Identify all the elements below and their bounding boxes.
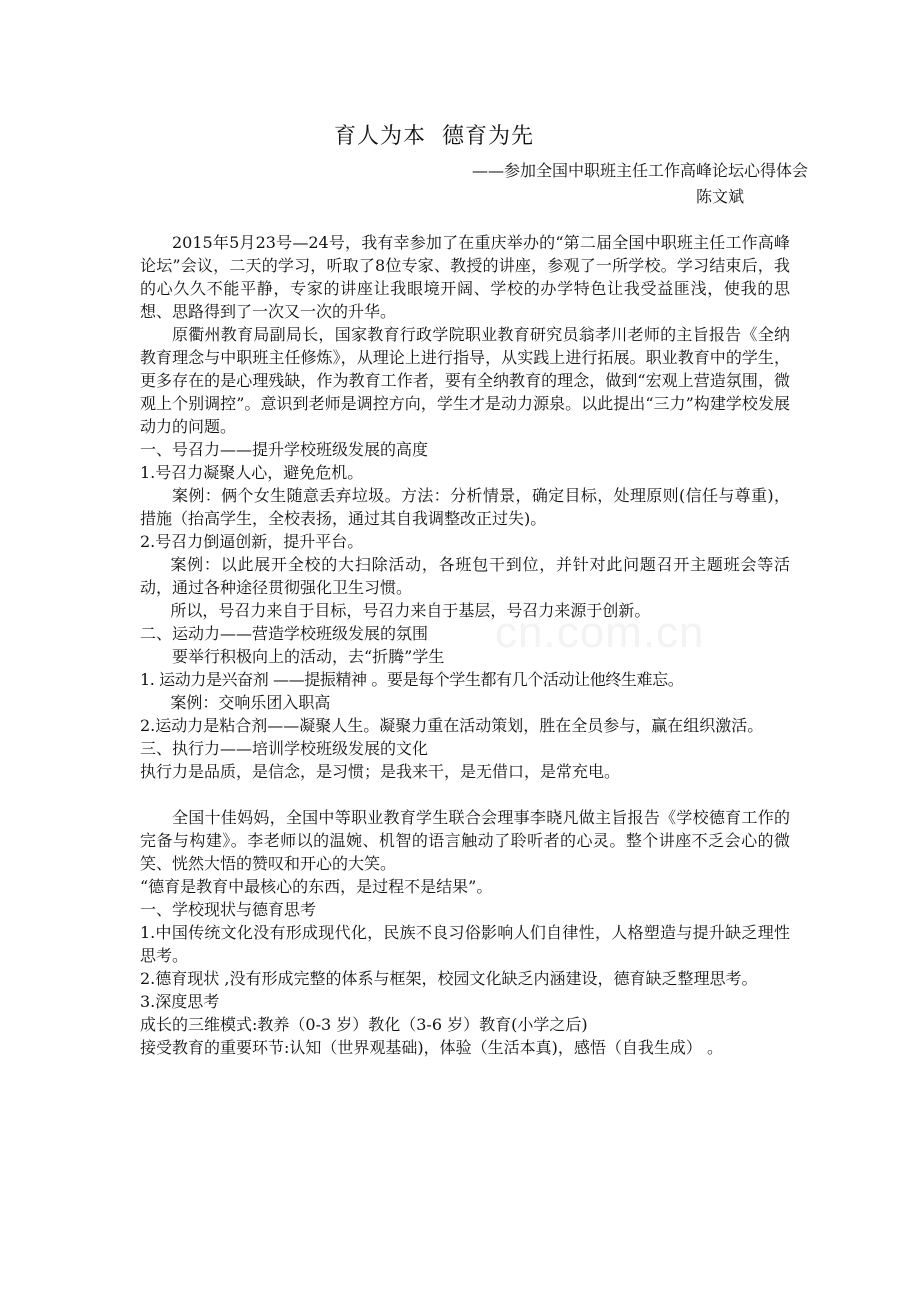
document-author: 陈文斌 — [695, 187, 744, 206]
paragraph-summary: 所以，号召力来自于目标，号召力来自于基层，号召力来源于创新。 — [170, 601, 651, 620]
list-item: 2.运动力是粘合剂——凝聚人生。凝聚力重在活动策划，胜在全员参与，赢在组织激活。 — [140, 716, 764, 735]
list-item: 1. 运动力是兴奋剂 ——提振精神 。要是每个学生都有几个活动让他终生难忘。 — [140, 670, 684, 689]
paragraph-case: 案例：交响乐团入职高 — [170, 693, 331, 712]
heading-subsection-1: 一、学校现状与德育思考 — [140, 900, 317, 919]
paragraph-text: 执行力是品质，是信念，是习惯；是我来干，是无借口，是常充电。 — [140, 762, 621, 781]
document-title: 育人为本 德育为先 — [334, 124, 534, 149]
paragraph-text: 成长的三维模式:教养（0-3 岁）教化（3-6 岁）教育(小学之后) — [140, 1015, 588, 1034]
blank-line — [140, 783, 790, 806]
heading-section-3: 三、执行力——培训学校班级发展的文化 — [140, 739, 429, 758]
document-body — [140, 231, 790, 1059]
list-item: 1.号召力凝聚人心，避免危机。 — [140, 463, 364, 482]
heading-section-2: 二、运动力——营造学校班级发展的氛围 — [140, 624, 429, 643]
list-item: 2.号召力倒逼创新，提升平台。 — [140, 532, 364, 551]
paragraph-text: 要举行积极向上的活动，去“折腾”学生 — [172, 647, 445, 666]
paragraph-case: 案例：俩个女生随意丢弃垃圾。方法：分析情景，确定目标，处理原则(信任与尊重)，措施（抬高学生，全校表扬，通过其自我调整改正过失)。 — [140, 486, 790, 528]
list-item: 3.深度思考 — [140, 992, 220, 1011]
paragraph-speaker-1: 原衢州教育局副局长，国家教育行政学院职业教育研究员翁孝川老师的主旨报告《全纳教育理念与中职班主任修炼》，从理论上进行指导，从实践上进行拓展。职业教育中的学生，更多存在的是心理残缺，作为教育工作者，要有全纳教育的理念，做到“宏观上营造氛围，微观上个别调控”。意识到老师是调控方向，学生才是动力源泉。以此提出“三力”构建学校发展动力的问题。 — [140, 325, 790, 436]
paragraph-text: 接受教育的重要环节:认知（世界观基础)，体验（生活本真)，感悟（自我生成） 。 — [140, 1038, 723, 1057]
paragraph-intro: 2015年5月23号—24号，我有幸参加了在重庆举办的“第二届全国中职班主任工作高峰论坛”会议，二天的学习，听取了8位专家、教授的讲座，参观了一所学校。学习结束后，我的心久久不能平静，专家的讲座让我眼境开阔、学校的办学特色让我受益匪浅，使我的思想、思路得到了一次又一次的升华。 — [140, 233, 790, 321]
heading-section-1: 一、号召力——提升学校班级发展的高度 — [140, 440, 429, 459]
paragraph-case: 案例：以此展开全校的大扫除活动，各班包干到位，并针对此问题召开主题班会等活动，通过各种途径贯彻强化卫生习惯。 — [140, 555, 790, 597]
paragraph-speaker-2: 全国十佳妈妈，全国中等职业教育学生联合会理事李晓凡做主旨报告《学校德育工作的完备与构建》。李老师以的温婉、机智的语言触动了聆听者的心灵。整个讲座不乏会心的微笑、恍然大悟的赞叹和开心的大笑。 — [140, 808, 790, 873]
watermark: cn.com.cn — [495, 608, 705, 657]
list-item: 2.德育现状 ,没有形成完整的体系与框架，校园文化缺乏内涵建设，德育缺乏整理思考。 — [140, 969, 758, 988]
document-subtitle: ——参加全国中职班主任工作高峰论坛心得体会 — [471, 161, 808, 180]
quote: “德育是教育中最核心的东西，是过程不是结果”。 — [140, 877, 493, 896]
list-item: 1.中国传统文化没有形成现代化，民族不良习俗影响人们自律性，人格塑造与提升缺乏理性思考。 — [140, 923, 790, 965]
